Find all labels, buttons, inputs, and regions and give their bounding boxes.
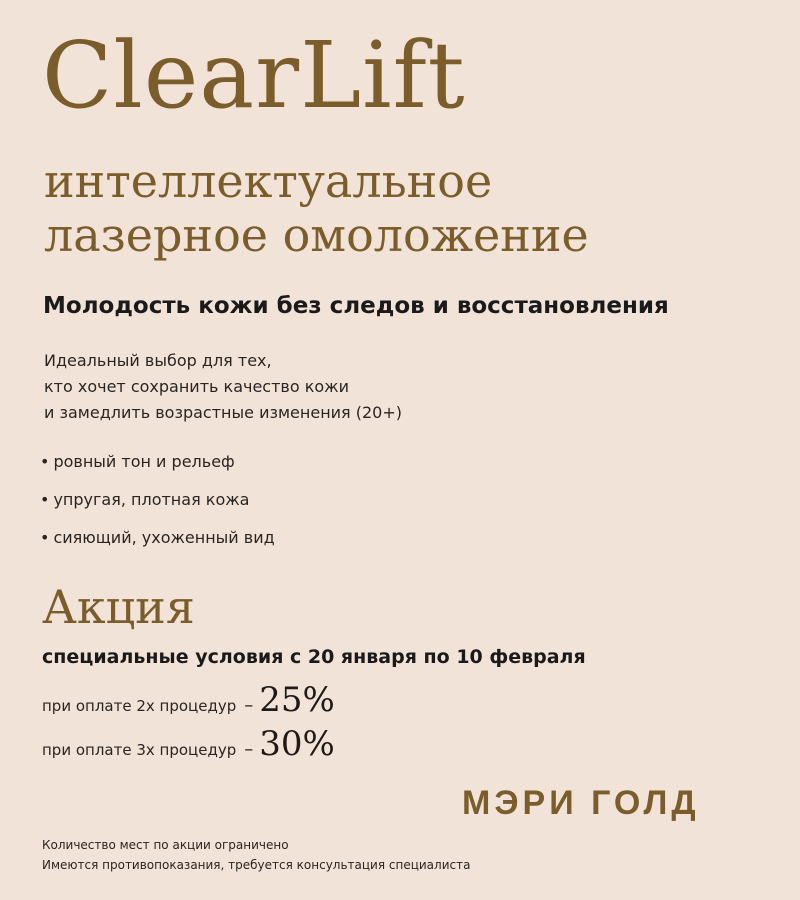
benefit-list-item [40,490,249,509]
brand-logo: МЭРИ ГОЛД [462,784,700,822]
benefit-text: упругая, плотная кожа [53,490,250,509]
intro-line-3: и замедлить возрастные изменения (20+) [44,403,403,422]
offer-row [42,680,335,720]
promo-subtitle: специальные условия с 20 января по 10 февраля [42,646,586,668]
subtitle-line-2: лазерное омоложение [44,208,589,262]
disclaimer-line-2: Имеются противопоказания, требуется консультация специалиста [42,858,471,872]
offer-label: при оплате 2х процедур [42,697,237,715]
benefit-list-item [40,528,275,547]
headline: Молодость кожи без следов и восстановления [43,293,669,319]
subtitle-line-1: интеллектуальное [44,154,493,208]
offer-dash: – [244,739,254,760]
bullet-icon: • [40,528,50,547]
intro-line-1: Идеальный выбор для тех, [44,351,272,370]
intro-line-2: кто хочет сохранить качество кожи [44,377,349,396]
offer-discount: 30% [259,724,335,764]
offer-label: при оплате 3х процедур [42,741,237,759]
offer-dash: – [244,695,254,716]
benefit-text: ровный тон и рельеф [53,452,235,471]
bullet-icon: • [40,452,50,471]
promo-title: Акция [42,580,195,634]
offer-row [42,724,335,764]
page-title: ClearLift [42,22,466,129]
offer-discount: 25% [259,680,335,720]
benefit-text: сияющий, ухоженный вид [53,528,275,547]
disclaimer-line-1: Количество мест по акции ограничено [42,838,289,852]
bullet-icon: • [40,490,50,509]
benefit-list-item [40,452,235,471]
